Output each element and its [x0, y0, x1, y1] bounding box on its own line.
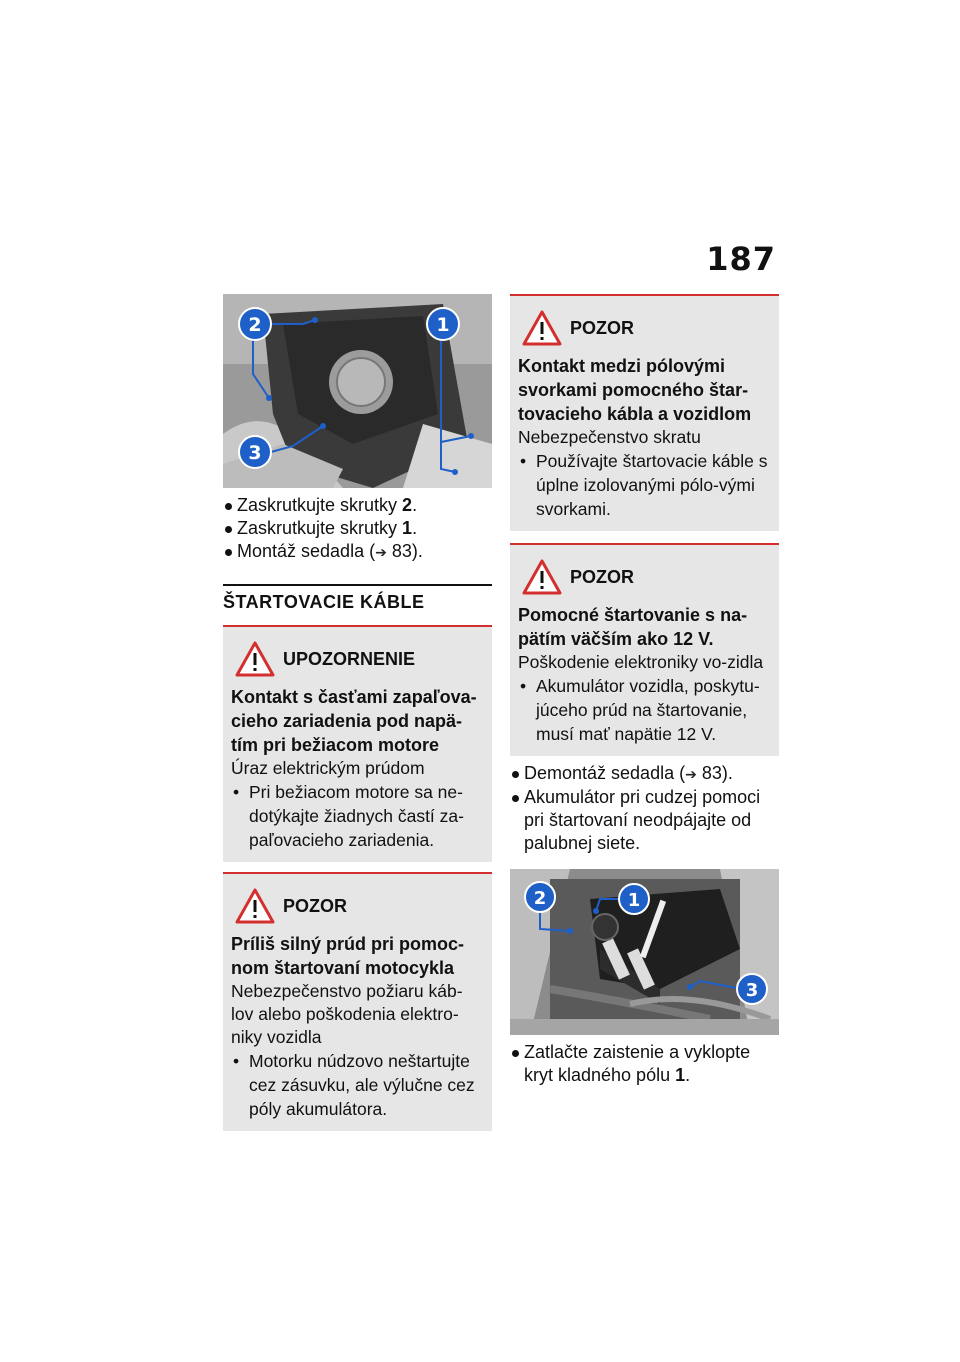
- callout-2: [239, 308, 271, 340]
- right-column: [510, 294, 779, 1087]
- notice-caution: [510, 294, 779, 531]
- notice-heading: Kontakt s časťami zapaľova-cieho zariadenia pod napä-tím pri bežiacom motore: [231, 687, 477, 755]
- warning-triangle-icon: [235, 641, 275, 677]
- final-bullets: [510, 1041, 779, 1087]
- list-item: Montáž sedadla (➔ 83).: [223, 540, 492, 564]
- svg-text:3: 3: [248, 442, 262, 464]
- notice-heading: Príliš silný prúd pri pomoc-nom štartovaní motocykla: [231, 934, 465, 978]
- svg-text:1: 1: [436, 314, 450, 336]
- arrow-right-icon: ➔: [375, 544, 387, 560]
- notice-title: POZOR: [283, 895, 348, 916]
- svg-text:2: 2: [533, 888, 547, 909]
- list-item: Zaskrutkujte skrutky 1.: [223, 517, 492, 540]
- notice-consequence: Poškodenie elektroniky vo-zidla: [518, 652, 764, 672]
- list-item: Zaskrutkujte skrutky 2.: [223, 494, 492, 517]
- notice-title: POZOR: [570, 566, 635, 587]
- notice-consequence: Nebezpečenstvo skratu: [518, 427, 701, 447]
- section-title: ŠTARTOVACIE KÁBLE: [223, 584, 492, 613]
- callout-2: [525, 882, 555, 912]
- notice-warning: [223, 625, 492, 862]
- notice-caution: [223, 872, 492, 1131]
- left-column: [223, 294, 492, 1131]
- callout-3: [239, 436, 271, 468]
- svg-text:2: 2: [248, 314, 262, 336]
- callout-1: [427, 308, 459, 340]
- warning-triangle-icon: [522, 310, 562, 346]
- list-item: • Motorku núdzovo neštartujte cez zásuvku, ale výlučne cez póly akumulátora.: [231, 1049, 484, 1121]
- callout-1: [619, 884, 649, 914]
- tank-cover-photo: [223, 294, 492, 488]
- warning-triangle-icon: [235, 888, 275, 924]
- right-bullets: [510, 762, 779, 855]
- battery-photo: [510, 869, 779, 1035]
- list-item: Demontáž sedadla (➔ 83).: [510, 762, 779, 786]
- notice-heading: Pomocné štartovanie s na-pätím väčším ako 12 V.: [518, 605, 748, 649]
- callout-3: [737, 974, 767, 1004]
- svg-text:1: 1: [627, 890, 641, 911]
- list-item: • Akumulátor vozidla, poskytu-júceho prúd na štartovanie, musí mať napätie 12 V.: [518, 674, 771, 746]
- page-number: 187: [706, 240, 776, 278]
- list-item: Akumulátor pri cudzej pomoci pri štartovaní neodpájajte od palubnej siete.: [510, 786, 779, 855]
- warning-triangle-icon: [522, 559, 562, 595]
- svg-text:3: 3: [745, 980, 759, 1001]
- notice-heading: Kontakt medzi pólovými svorkami pomocného štar-tovacieho kábla a vozidlom: [518, 356, 752, 424]
- arrow-right-icon: ➔: [685, 766, 697, 782]
- notice-consequence: Úraz elektrickým prúdom: [231, 758, 425, 778]
- notice-consequence: Nebezpečenstvo požiaru káb-lov alebo poškodenia elektro-niky vozidla: [231, 981, 463, 1047]
- notice-title: UPOZORNENIE: [283, 648, 416, 669]
- list-item: Zatlačte zaistenie a vyklopte kryt kladného pólu 1.: [510, 1041, 779, 1087]
- list-item: • Pri bežiacom motore sa ne-dotýkajte žiadnych častí za-paľovacieho zariadenia.: [231, 780, 484, 852]
- notice-caution: [510, 543, 779, 756]
- notice-title: POZOR: [570, 317, 635, 338]
- left-bullets: [223, 494, 492, 564]
- list-item: • Používajte štartovacie káble s úplne izolovanými pólo-vými svorkami.: [518, 449, 771, 521]
